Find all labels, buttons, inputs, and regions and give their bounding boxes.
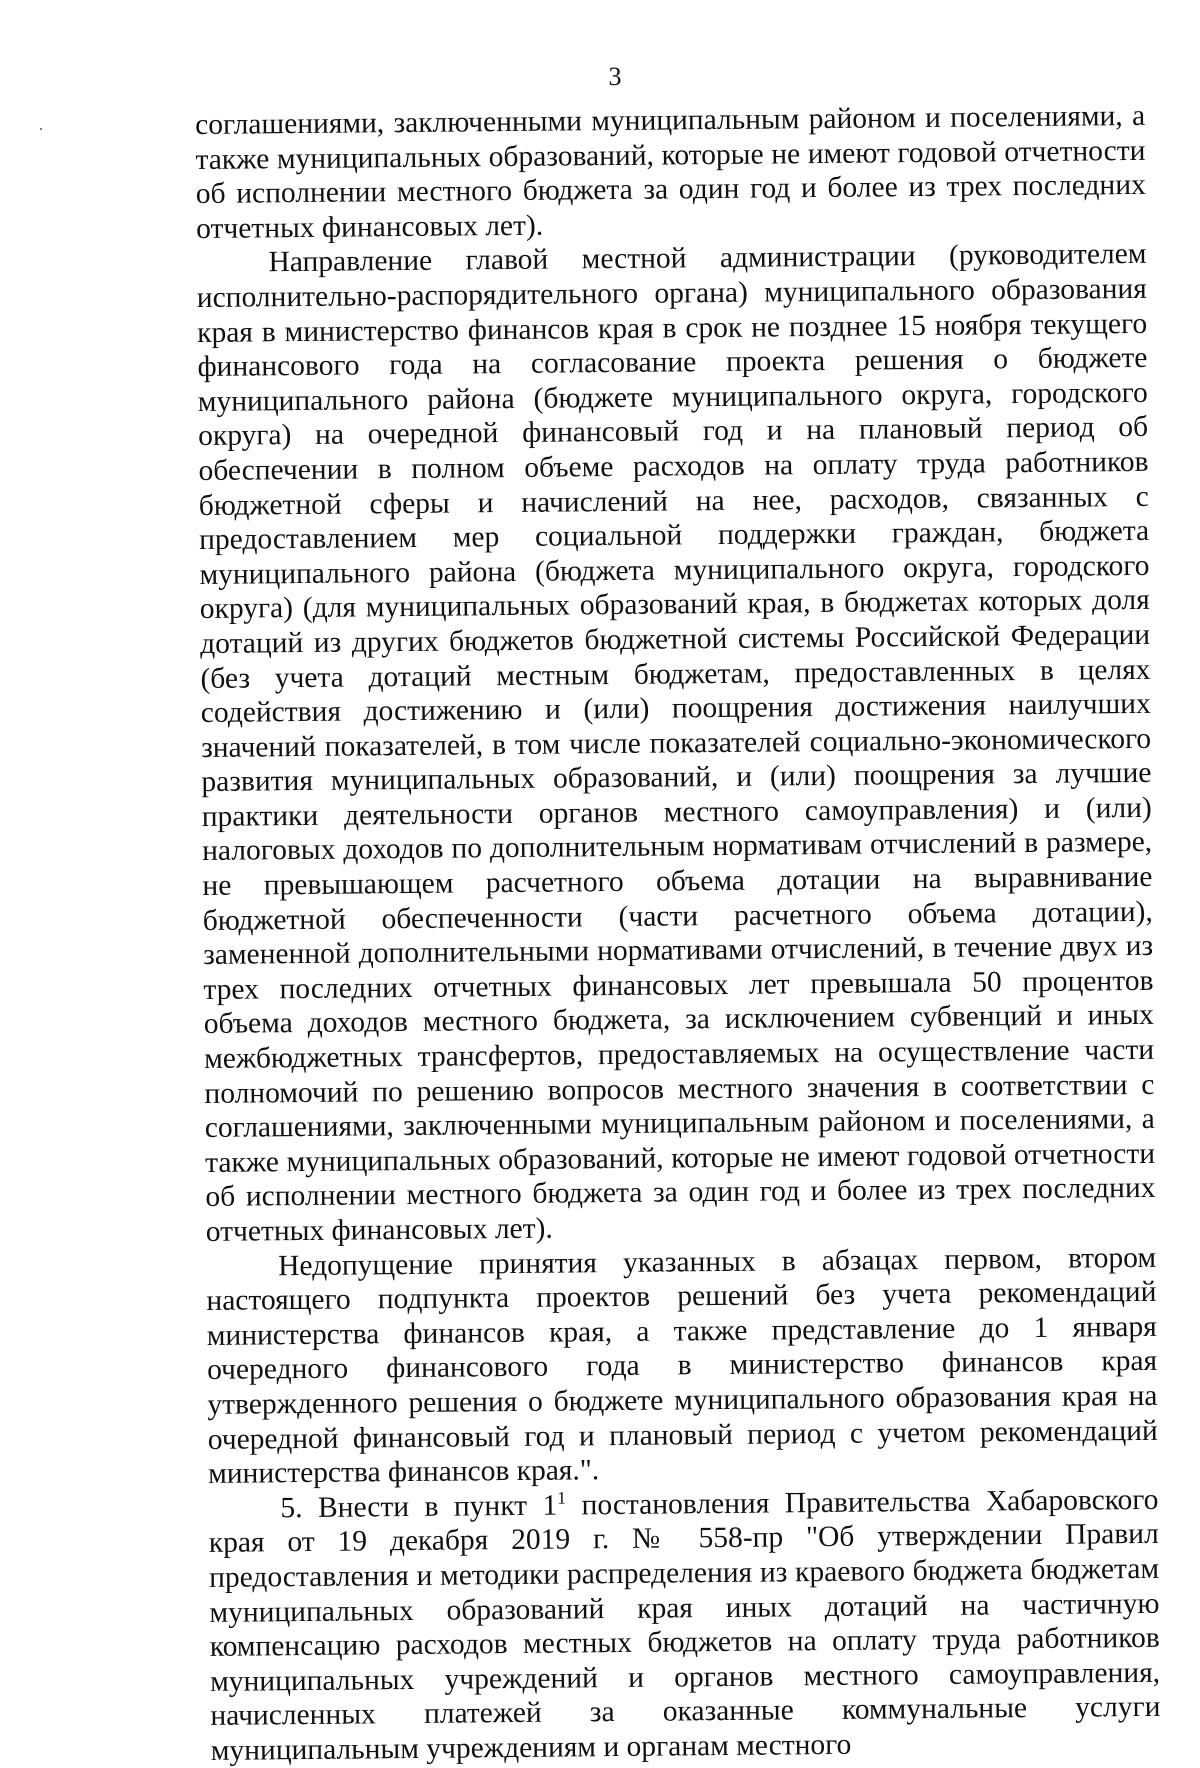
paragraph-continuation: соглашениями, заключенными муниципальным районом и поселениями, а также муниципальных образований, которые не имеют годовой отчетности об исполнении местного бюджета за один год и более из трех последних отчетных финансовых лет). <box>195 99 1146 245</box>
item-5-superscript: 1 <box>557 1487 567 1508</box>
paragraph-item-5 <box>208 1483 1161 1768</box>
page-number: 3 <box>608 62 622 91</box>
paragraph-non-admission: Недопущение принятия указанных в абзацах первом, втором настоящего подпункта проектов решений без учета рекомендаций министерства финансов края, а также представление до 1 января очередного финансового года в министерство финансов края утвержденного решения о бюджете муниципального образования края на очередной финансовый год и плановый период с учетом рекомендаций министерства финансов края.". <box>206 1241 1158 1491</box>
scan-speck <box>40 128 42 130</box>
item-5-text-end: постановления Правительства Хабаровского края от 19 декабря 2019 г. № 558-пр "Об утверждении Правил предоставления и методики распределения из краевого бюджета бюджетам муниципальных образований края иных дотаций на частичную компенсацию расходов местных бюджетов на оплату труда работников муниципальных учреждений и органов местного самоуправления, начисленных платежей за оказанные коммунальные услуги муниципальным учреждениям и органам местного <box>208 1483 1161 1767</box>
item-5-text-start: 5. Внести в пункт 1 <box>280 1489 558 1524</box>
paragraph-direction: Направление главой местной администрации (руководителем исполнительно-распорядительного органа) муниципального образования края в министерство финансов края в срок не позднее 15 ноября текущего финансового года на согласование проекта решения о бюджете муниципального района (бюджете муниципального округа, городского округа) на очередной финансовый год и на плановый период об обеспечении в полном объеме расходов на оплату труда работников бюджетной сферы и начислений на нее, расходов, связанных с предоставлением мер социальной поддержки граждан, бюджета муниципального района (бюджета муниципального округа, городского округа) (для муниципальных образований края, в бюджетах которых доля дотаций из других бюджетов бюджетной системы Российской Федерации (без учета дотаций местным бюджетам, предоставленных в целях содействия достижению и (или) поощрения достижения наилучших значений показателей, в том числе показателей социально-экономического развития муниципальных образований, и (или) поощрения за лучшие практики деятельности органов местного самоуправления) и (или) налоговых доходов по дополнительным нормативам отчислений в размере, не превышающем расчетного объема дотации на выравнивание бюджетной обеспеченности (части расчетного объема дотации), замененной дополнительными нормативами отчислений, в течение двух из трех последних отчетных финансовых лет превышала 50 процентов объема доходов местного бюджета, за исключением субвенций и иных межбюджетных трансфертов, предоставляемых на осуществление части полномочий по решению вопросов местного значения в соответствии с соглашениями, заключенными муниципальным районом и поселениями, а также муниципальных образований, которые не имеют годовой отчетности об исполнении местного бюджета за один год и более из трех последних отчетных финансовых лет). <box>196 238 1156 1248</box>
document-body <box>195 99 1161 1768</box>
